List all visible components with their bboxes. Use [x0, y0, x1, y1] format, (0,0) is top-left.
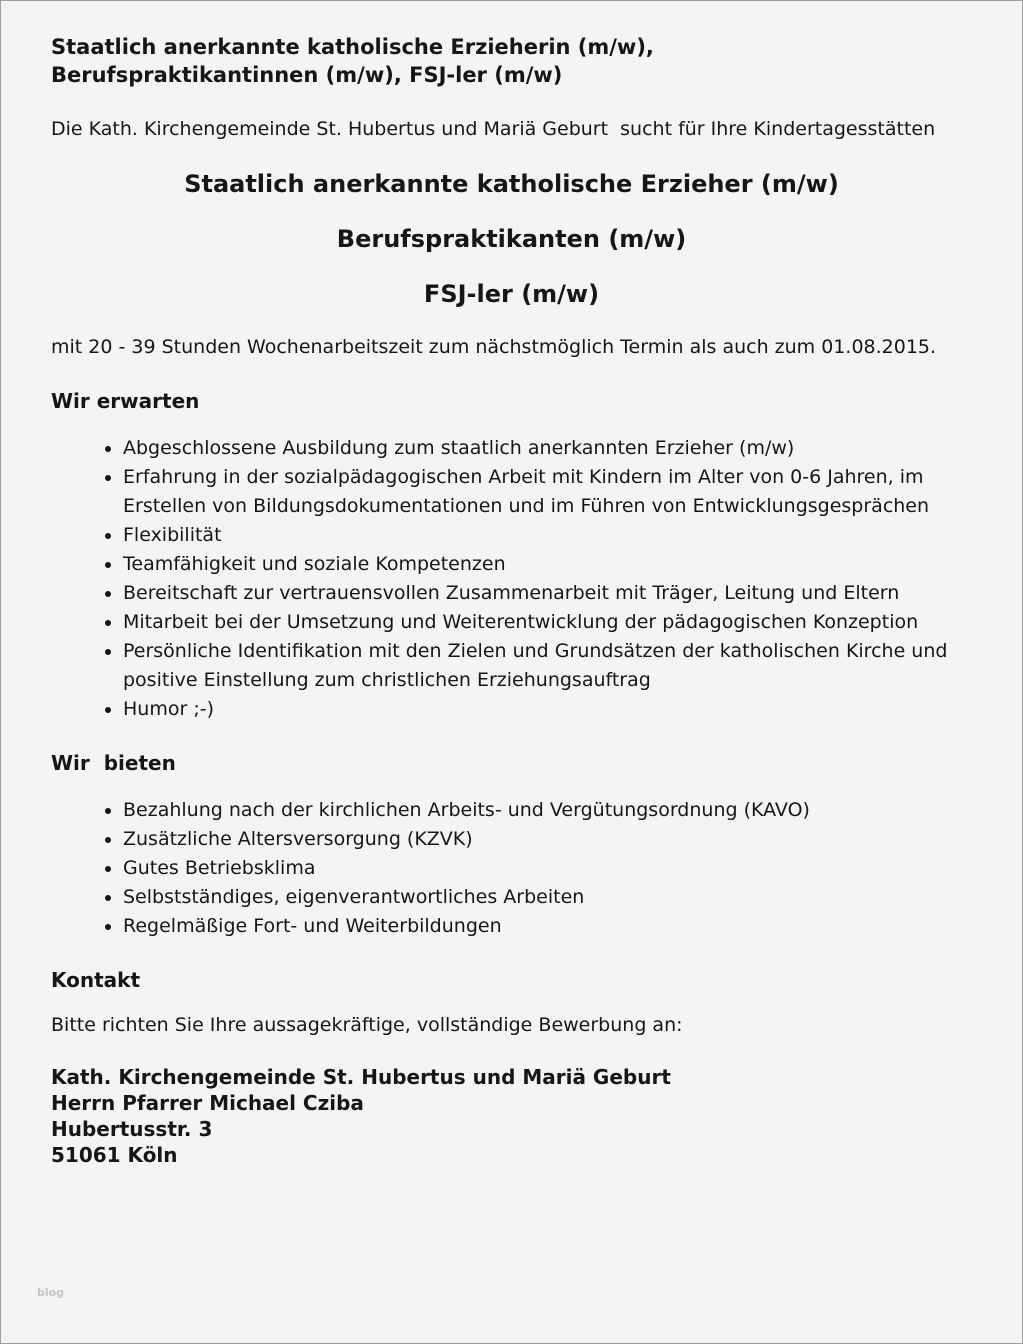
list-item: • Zusätzliche Altersversorgung (KZVK): [123, 825, 972, 854]
contact-heading: Kontakt: [51, 968, 141, 992]
position-heading-erzieher: Staatlich anerkannte katholische Erzieher (m/w): [184, 170, 839, 198]
address-line-organization: Kath. Kirchengemeinde St. Hubertus und Mariä Geburt: [51, 1065, 671, 1089]
list-item: • Selbstständiges, eigenverantwortliches Arbeiten: [123, 883, 972, 912]
position-heading-fsj: FSJ-ler (m/w): [423, 280, 600, 308]
offer-list: [51, 796, 972, 941]
list-item: • Erfahrung in der sozialpädagogischen Arbeit mit Kindern im Alter von 0-6 Jahren, im Erstellen von Bildungsdokumentationen und im Führen von Entwicklungsgesprächen: [123, 463, 972, 521]
list-item: • Bereitschaft zur vertrauensvollen Zusammenarbeit mit Träger, Leitung und Eltern: [123, 579, 972, 608]
address-line-person: Herrn Pfarrer Michael Cziba: [51, 1091, 364, 1115]
contact-address: [51, 1064, 972, 1168]
expectations-list: [51, 434, 972, 724]
list-item: • Regelmäßige Fort- und Weiterbildungen: [123, 912, 972, 941]
contact-lead: Bitte richten Sie Ihre aussagekräftige, vollständige Bewerbung an:: [51, 1014, 683, 1036]
watermark-text: blog: [37, 1286, 65, 1299]
offer-heading: Wir bieten: [51, 751, 176, 775]
list-item: • Humor ;-): [123, 695, 972, 724]
list-item: • Persönliche Identifikation mit den Zielen und Grundsätzen der katholischen Kirche und positive Einstellung zum christlichen Erziehungsauftrag: [123, 637, 972, 695]
list-item: • Abgeschlossene Ausbildung zum staatlich anerkannten Erzieher (m/w): [123, 434, 972, 463]
list-item: • Gutes Betriebsklima: [123, 854, 972, 883]
intro-paragraph: Die Kath. Kirchengemeinde St. Hubertus und Mariä Geburt sucht für Ihre Kindertagesstätten: [51, 118, 936, 140]
list-item: • Flexibilität: [123, 521, 972, 550]
list-item: • Bezahlung nach der kirchlichen Arbeits- und Vergütungsordnung (KAVO): [123, 796, 972, 825]
address-line-street: Hubertusstr. 3: [51, 1117, 213, 1141]
list-item: • Mitarbeit bei der Umsetzung und Weiterentwicklung der pädagogischen Konzeption: [123, 608, 972, 637]
position-heading-berufspraktikanten: Berufspraktikanten (m/w): [336, 225, 687, 253]
terms-paragraph: mit 20 - 39 Stunden Wochenarbeitszeit zum nächstmöglich Termin als auch zum 01.08.2015.: [51, 336, 937, 358]
document-title: Staatlich anerkannte katholische Erzieherin (m/w), Berufspraktikantinnen (m/w), FSJ-ler (m/w): [51, 35, 662, 87]
list-item: • Teamfähigkeit und soziale Kompetenzen: [123, 550, 972, 579]
expectations-heading: Wir erwarten: [51, 389, 200, 413]
address-line-city: 51061 Köln: [51, 1143, 178, 1167]
